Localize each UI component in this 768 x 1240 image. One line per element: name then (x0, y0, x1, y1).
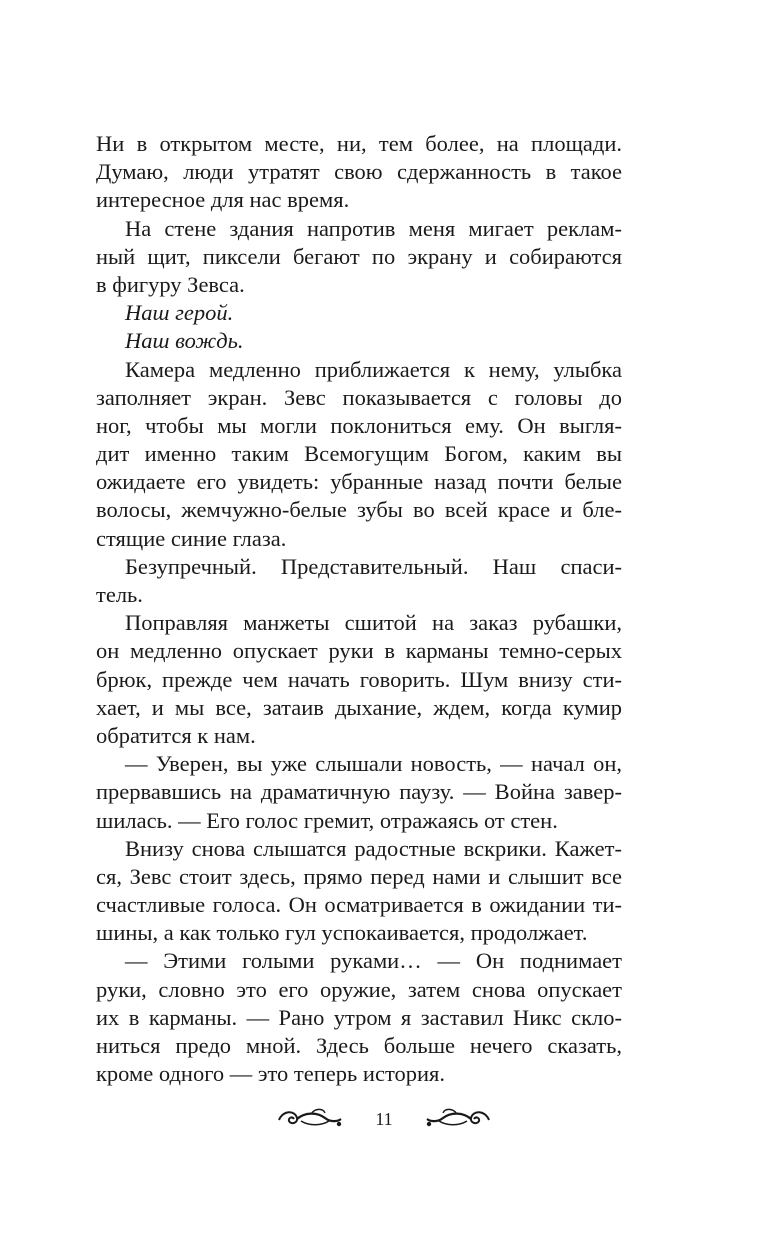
text-line: счастливые голоса. Он осматривается в ожидании ти- (96, 892, 622, 918)
text-line: дит именно таким Всемогущим Богом, каким вы (96, 441, 622, 467)
text-line: — Уверен, вы уже слышали новость, — начал он, (125, 751, 622, 777)
text-line: руки, словно это его оружие, затем снова опускает (96, 976, 622, 1002)
text-line: Наш герой. (125, 300, 234, 326)
text-line: волосы, жемчужно-белые зубы во всей красе и бле- (96, 497, 622, 523)
text-line: в фигуру Зевса. (96, 271, 245, 297)
text-line: Внизу снова слышатся радостные вскрики. Кажет- (125, 835, 622, 861)
text-line: интересное для нас время. (96, 187, 350, 213)
text-line: брюк, прежде чем начать говорить. Шум внизу сти- (96, 666, 622, 692)
text-line: Безупречный. Представительный. Наш спаси- (125, 553, 622, 579)
text-line: ный щит, пиксели бегают по экрану и собираются (96, 243, 622, 269)
text-line: ниться предо мной. Здесь больше нечего сказать, (96, 1033, 622, 1058)
page-footer (0, 1102, 768, 1136)
flourish-left-icon (275, 1104, 345, 1134)
body-text (96, 130, 622, 1088)
text-line: шины, а как только гул успокаивается, продолжает. (96, 920, 588, 946)
text-line: Думаю, люди утратят свою сдержанность в такое (96, 159, 622, 185)
text-line: — Этими голыми руками… — Он поднимает (125, 948, 622, 974)
page-number: 11 (375, 1109, 393, 1129)
text-line: шилась. — Его голос гремит, отражаясь от стен. (96, 807, 558, 833)
text-line: Ни в открытом месте, ни, тем более, на площади. (96, 131, 622, 156)
text-line: обратится к нам. (96, 722, 256, 748)
flourish-right-icon (423, 1104, 493, 1134)
text-line: Наш вождь. (125, 328, 244, 354)
text-line: заполняет экран. Зевс показывается с головы до (96, 384, 622, 410)
text-line: тель. (96, 582, 143, 607)
text-line: ног, чтобы мы могли поклониться ему. Он выгля- (96, 412, 622, 438)
text-line: он медленно опускает руки в карманы темно-серых (96, 638, 622, 664)
text-line: Поправляя манжеты сшитой на заказ рубашки, (125, 610, 622, 636)
text-line: прервавшись на драматичную паузу. — Война завер- (96, 779, 622, 805)
text-line: их в карманы. — Рано утром я заставил Никс скло- (96, 1004, 622, 1030)
text-line: Камера медленно приближается к нему, улыбка (125, 356, 622, 382)
text-line: кроме одного — это теперь история. (96, 1061, 445, 1087)
text-line: стящие синие глаза. (96, 525, 287, 551)
text-line: ся, Зевс стоит здесь, прямо перед нами и слышит все (96, 863, 622, 889)
text-line: хает, и мы все, затаив дыхание, ждем, когда кумир (96, 694, 622, 720)
text-line: На стене здания напротив меня мигает реклам- (125, 215, 622, 241)
text-line: ожидаете его увидеть: убранные назад почти белые (96, 469, 622, 495)
